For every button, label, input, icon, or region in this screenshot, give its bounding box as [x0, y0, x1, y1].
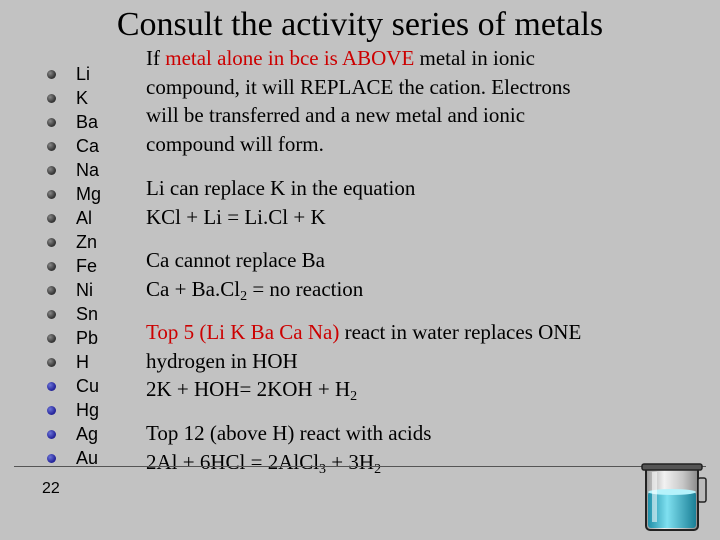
- beaker-icon: [632, 458, 712, 534]
- sphere-bullet-icon: [47, 166, 56, 175]
- sphere-bullet-icon: [47, 358, 56, 367]
- metal-symbol: Hg: [76, 400, 100, 420]
- rule-line-4: compound will form.: [146, 131, 324, 156]
- sphere-bullet-icon: [47, 454, 56, 463]
- metal-symbol: Na: [76, 160, 100, 180]
- sphere-bullet-icon: [47, 286, 56, 295]
- rule-text: If: [146, 46, 166, 70]
- footer-divider: [14, 466, 706, 467]
- sphere-bullet-icon: [47, 262, 56, 271]
- subscript: 2: [350, 389, 358, 404]
- equation-text: Ca + Ba.Cl: [146, 276, 241, 301]
- sphere-bullet-icon: [47, 334, 56, 343]
- metal-symbol: Zn: [76, 232, 98, 252]
- example1-line-1: Li can replace K in the equation: [146, 176, 416, 200]
- metal-symbol: Ba: [76, 112, 99, 132]
- sphere-bullet-icon: [47, 190, 56, 199]
- rule-highlight: metal alone in bce is ABOVE: [165, 46, 415, 70]
- acid-line-1: Top 12 (above H) react with acids: [146, 421, 432, 445]
- sphere-bullet-icon: [47, 382, 56, 391]
- page-number: 22: [42, 480, 60, 497]
- equation-text: 2Al + 6HCl = 2AlCl: [146, 449, 320, 474]
- rule-line-2: compound, it will REPLACE the cation. Electrons: [146, 74, 571, 99]
- metal-symbol: Au: [76, 448, 99, 468]
- metal-symbol: K: [76, 88, 89, 108]
- water-highlight: Top 5 (Li K Ba Ca Na): [146, 320, 340, 344]
- replacement-rule: [146, 44, 571, 158]
- example2-line-1: Ca cannot replace Ba: [146, 248, 325, 272]
- water-reaction: [146, 318, 581, 404]
- sphere-bullet-icon: [47, 406, 56, 415]
- sphere-bullet-icon: [47, 214, 56, 223]
- subscript: 2: [374, 461, 382, 477]
- sphere-bullet-icon: [47, 310, 56, 319]
- metal-symbol: Ca: [76, 136, 100, 156]
- metal-symbol: H: [76, 352, 89, 372]
- metal-symbol: Cu: [76, 376, 100, 396]
- example1-equation: KCl + Li = Li.Cl + K: [146, 204, 326, 229]
- metal-symbol: Sn: [76, 304, 99, 324]
- subscript: 2: [240, 288, 248, 304]
- metal-symbol: Fe: [76, 256, 98, 276]
- metal-symbol: Mg: [76, 184, 102, 204]
- water-line-2: hydrogen in HOH: [146, 348, 298, 373]
- water-line-1: [146, 318, 581, 347]
- acid-reaction: [146, 419, 431, 476]
- sphere-bullet-icon: [47, 142, 56, 151]
- equation-text: + 3H: [326, 449, 375, 474]
- rule-text: metal in ionic: [414, 46, 536, 70]
- rule-line-3: will be transferred and a new metal and ionic: [146, 103, 526, 127]
- equation-text: 2K + HOH= 2KOH + H: [146, 377, 351, 401]
- example-li-k: [146, 174, 415, 231]
- water-text: react in water replaces ONE: [339, 320, 582, 344]
- sphere-bullet-icon: [47, 94, 56, 103]
- rule-line-1: [146, 44, 571, 73]
- metal-symbol: Ni: [76, 280, 93, 300]
- metal-symbol: Pb: [76, 328, 99, 348]
- sphere-bullet-icon: [47, 238, 56, 247]
- water-equation: [146, 375, 581, 404]
- example2-equation: [146, 275, 363, 304]
- metal-symbol: Li: [76, 64, 91, 84]
- acid-equation: [146, 448, 431, 477]
- example-ca-ba: [146, 246, 363, 303]
- sphere-bullet-icon: [47, 430, 56, 439]
- sphere-bullet-icon: [47, 70, 56, 79]
- sphere-bullet-icon: [47, 118, 56, 127]
- equation-text: = no reaction: [247, 276, 364, 301]
- subscript: 3: [319, 461, 327, 477]
- slide-title: Consult the activity series of metals: [116, 6, 604, 43]
- metal-symbol: Al: [76, 208, 93, 228]
- metal-symbol: Ag: [76, 424, 99, 444]
